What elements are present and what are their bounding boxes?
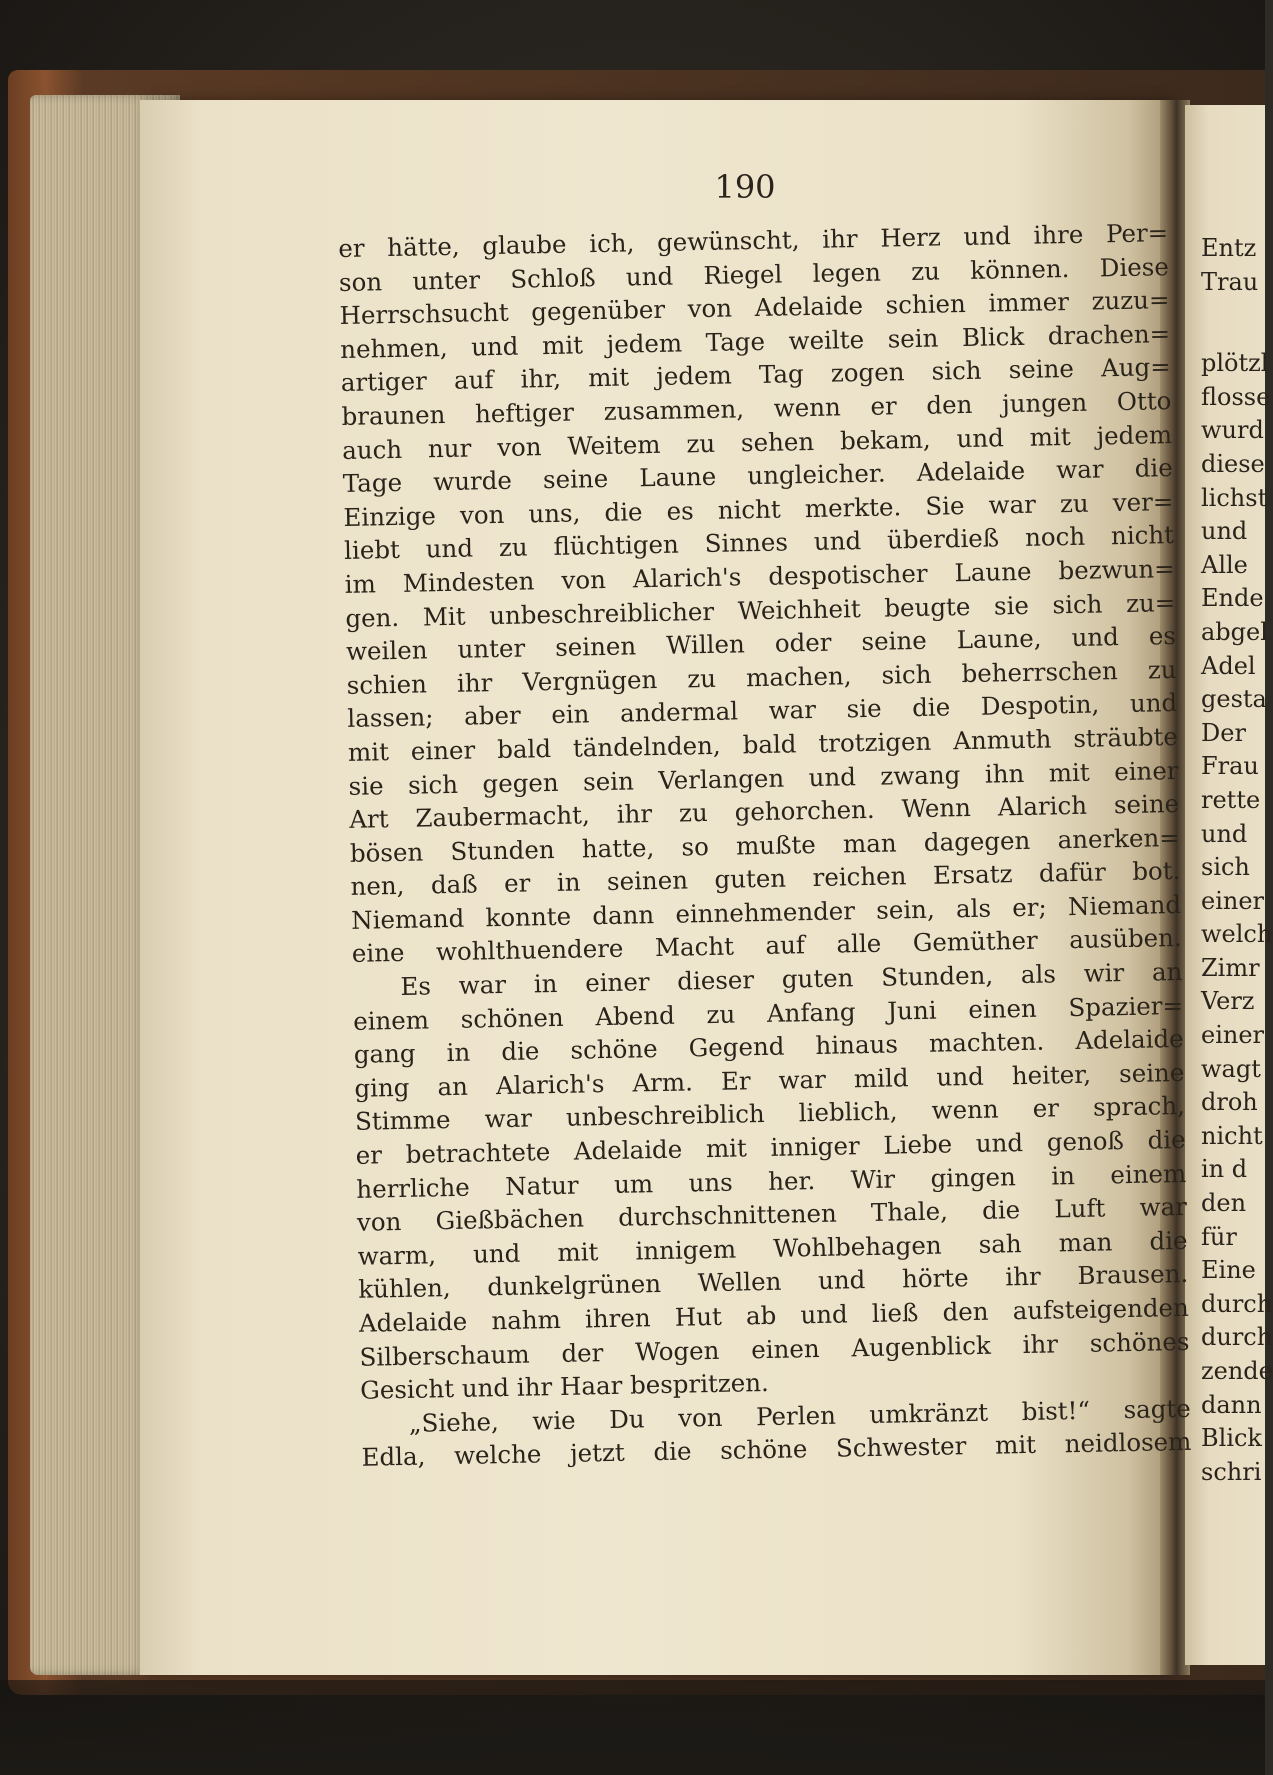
- table-surface: [0, 1680, 1265, 1775]
- text-line: Einzige von uns, die es nicht merkte. Sie war zu ver=: [343, 486, 1174, 532]
- text-line: einem schönen Abend zu Anfang Juni einen Spazier=: [352, 990, 1184, 1036]
- text-fragment: Alle: [1201, 550, 1248, 579]
- text-line: liebt und zu flüchtigen Sinnes und überdieß noch nicht: [343, 520, 1175, 566]
- text-line: son unter Schloß und Riegel legen zu können. Diese: [338, 251, 1170, 297]
- text-fragment: einer: [1201, 886, 1265, 915]
- text-line: ging an Alarich's Arm. Er war mild und heiter, seine: [354, 1057, 1185, 1103]
- text-line: schien ihr Vergnügen zu machen, sich beherrschen zu: [346, 654, 1177, 700]
- text-line: er betrachtete Adelaide mit inniger Liebe und genoß die: [355, 1124, 1186, 1170]
- left-page-text: [338, 216, 1192, 1475]
- text-line: nen, daß er in seinen guten reichen Ersatz dafür bot.: [350, 856, 1181, 902]
- text-fragment: den: [1201, 1189, 1247, 1218]
- text-line: gang in die schöne Gegend hinaus machten. Adelaide: [353, 1024, 1184, 1070]
- text-line: „Siehe, wie Du von Perlen umkränzt bist!“ sagte: [408, 1393, 1192, 1438]
- text-line: Herrschsucht gegenüber von Adelaide schien immer zuzu=: [339, 285, 1170, 331]
- text-fragment: durch: [1201, 1289, 1273, 1318]
- text-fragment: lichst: [1201, 483, 1268, 512]
- text-fragment: gesta: [1201, 685, 1267, 714]
- text-line: Gesicht und ihr Haar bespritzen.: [359, 1368, 770, 1405]
- text-fragment: nicht: [1201, 1121, 1263, 1150]
- text-line: weilen unter seinen Willen oder seine Laune, und es: [345, 621, 1177, 667]
- text-fragment: wurd: [1201, 416, 1264, 445]
- text-fragment: Zimr: [1201, 953, 1260, 982]
- text-fragment: Verz: [1201, 987, 1255, 1016]
- text-fragment: Ende: [1201, 584, 1264, 613]
- text-fragment: [1201, 299, 1265, 347]
- text-fragment: Eine: [1201, 1256, 1256, 1285]
- text-line: artiger auf ihr, mit jedem Tag zogen sich seine Aug=: [340, 352, 1172, 398]
- text-fragment: einer: [1201, 1021, 1265, 1050]
- text-line: herrliche Natur um uns her. Wir gingen in einem: [356, 1158, 1187, 1204]
- text-line: von Gießbächen durchschnittenen Thale, die Luft war: [356, 1192, 1188, 1238]
- text-line: braunen heftiger zusammen, wenn er den jungen Otto: [341, 386, 1172, 431]
- text-line: Tage wurde seine Laune ungleicher. Adelaide war die: [342, 453, 1173, 499]
- text-fragment: Blick: [1201, 1424, 1262, 1453]
- text-line: eine wohlthuendere Macht auf alle Gemüther ausüben.: [351, 923, 1182, 969]
- text-fragment: droh: [1201, 1088, 1258, 1117]
- text-fragment: und: [1201, 517, 1248, 546]
- text-fragment: zende: [1201, 1357, 1273, 1385]
- text-line: Art Zaubermacht, ihr zu gehorchen. Wenn Alarich seine: [349, 789, 1180, 834]
- text-fragment: Frau: [1201, 752, 1259, 781]
- text-line: Stimme war unbeschreiblich lieblich, wenn er sprach,: [354, 1091, 1186, 1137]
- text-fragment: Der: [1201, 718, 1246, 747]
- text-fragment: Trau: [1201, 267, 1259, 296]
- text-line: auch nur von Weitem zu sehen bekam, und mit jedem: [341, 419, 1173, 465]
- text-line: Es war in einer dieser guten Stunden, als wir an: [400, 956, 1183, 1001]
- text-line: mit einer bald tändelnden, bald trotzigen Anmuth sträubte: [347, 721, 1179, 767]
- text-line: Edla, welche jetzt die schöne Schwester mit neidlosem: [361, 1427, 1192, 1473]
- text-line: Adelaide nahm ihren Hut ab und ließ den aufsteigenden: [358, 1292, 1190, 1338]
- text-fragment: schri: [1201, 1457, 1262, 1486]
- page-number: 190: [714, 168, 776, 206]
- text-fragment: Entz: [1201, 234, 1257, 262]
- text-line: Silberschaum der Wogen einen Augenblick ihr schönes: [359, 1326, 1190, 1372]
- text-fragment: flosse: [1201, 382, 1271, 411]
- text-fragment: und: [1201, 819, 1248, 848]
- text-line: kühlen, dunkelgrünen Wellen und hörte ihr Brausen.: [358, 1259, 1189, 1305]
- text-fragment: rette: [1201, 785, 1261, 814]
- text-fragment: plötzl: [1201, 349, 1269, 378]
- text-fragment: Adel: [1201, 651, 1256, 680]
- text-line: er hätte, glaube ich, gewünscht, ihr Herz und ihre Per=: [338, 218, 1169, 263]
- text-fragment: durch: [1201, 1323, 1273, 1352]
- text-fragment: in d: [1201, 1155, 1248, 1184]
- right-page-text: [1201, 232, 1273, 1489]
- text-fragment: abgel: [1201, 617, 1268, 646]
- text-line: bösen Stunden hatte, so mußte man dagegen anerken=: [349, 822, 1181, 868]
- text-line: gen. Mit unbeschreiblicher Weichheit beugte sie sich zu=: [345, 587, 1176, 633]
- text-fragment: wagt: [1201, 1054, 1261, 1083]
- text-line: lassen; aber ein andermal war sie die Despotin, und: [347, 688, 1178, 734]
- text-fragment: dann: [1201, 1390, 1262, 1419]
- text-fragment: diese: [1201, 449, 1265, 478]
- text-line: warm, und mit innigem Wohlbehagen sah man die: [357, 1225, 1188, 1271]
- text-fragment: sich: [1201, 853, 1250, 882]
- text-line: sie sich gegen sein Verlangen und zwang ihn mit einer: [348, 755, 1179, 801]
- text-line: nehmen, und mit jedem Tage weilte sein Blick drachen=: [339, 318, 1171, 364]
- text-fragment: für: [1201, 1222, 1237, 1251]
- text-line: Niemand konnte dann einnehmender sein, als er; Niemand: [350, 889, 1182, 935]
- text-line: im Mindesten von Alarich's despotischer Laune bezwun=: [344, 553, 1175, 599]
- text-fragment: welch: [1201, 920, 1273, 949]
